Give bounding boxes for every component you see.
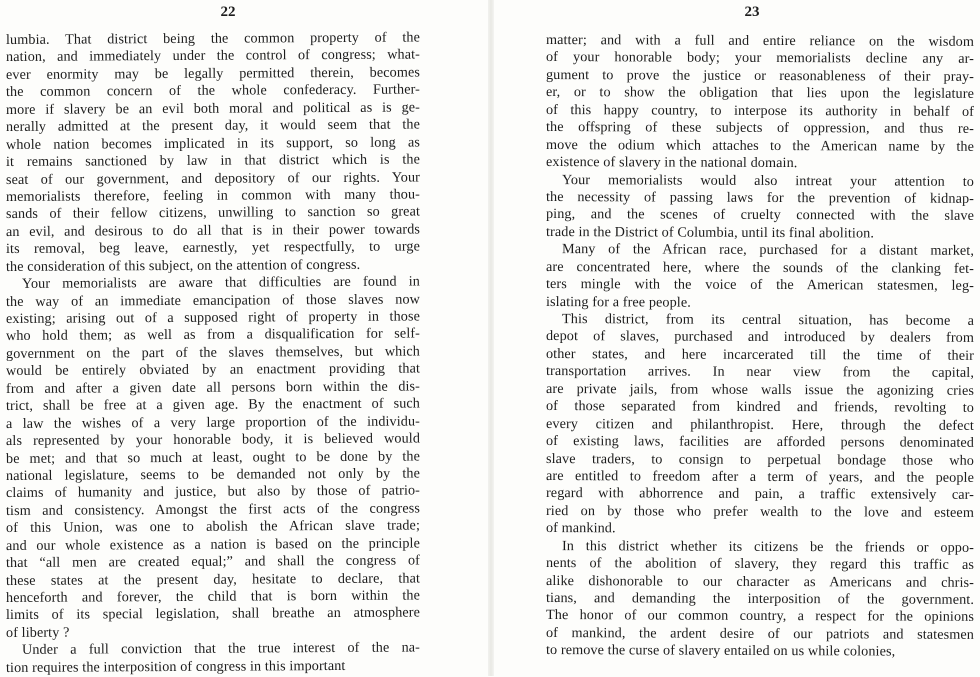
page-number: 22 xyxy=(220,4,236,20)
left-page xyxy=(0,0,490,676)
text-line: Many of the African race, purchased for a distant market, xyxy=(561,241,975,260)
text-line: its removal, beg leave, earnestly, yet respectfully, to urge xyxy=(5,238,421,258)
text-line: move the odium which attaches to the American name by the xyxy=(545,136,975,155)
text-line: of liberty ? xyxy=(5,624,70,641)
text-line: trade in the District of Columbia, until its final abolition. xyxy=(545,223,875,242)
text-line: alike dishonorable to our character as Americans and chris- xyxy=(545,572,975,591)
text-line: trict, shall be free at a given age. By the enactment of such xyxy=(5,395,421,415)
text-line: the consideration of this subject, on the attention of congress. xyxy=(5,256,361,275)
text-line: are private jails, from whose walls issue the agonizing cries xyxy=(545,380,975,399)
text-line: more if slavery be an evil both moral and political as is ge- xyxy=(5,99,421,118)
text-line: who hold them; as well as from a disqualification for self- xyxy=(5,325,421,345)
text-line: memorialists therefore, feeling in common with many thou- xyxy=(5,186,421,205)
text-line: seat of our government, and depository of our rights. Your xyxy=(5,168,421,188)
text-line: gument to prove the justice or reasonableness of their pray- xyxy=(545,66,975,85)
text-line: The honor of our common country, a respect for the opinions xyxy=(545,607,975,626)
text-line: tism and consistency. Amongst the first acts of the congress xyxy=(5,500,421,519)
text-line: of your honorable body; your memorialists decline any ar- xyxy=(545,49,975,68)
text-line: whole nation becomes implicated in its support, so long as xyxy=(5,134,421,153)
page-body xyxy=(546,32,974,660)
text-line: it remains sanctioned by law in that district which is the xyxy=(5,151,421,171)
text-line: of mankind. xyxy=(545,520,616,537)
text-line: nents of the abolition of slavery, they regard this traffic as xyxy=(545,555,975,573)
text-line: sands of their fellow citizens, unwilling to sanction so great xyxy=(5,203,421,223)
text-line: existence of slavery in the national domain. xyxy=(545,154,798,172)
text-line: government on the part of the slaves themselves, but which xyxy=(5,343,421,362)
text-line: ried on by those who prefer wealth to the love and esteem xyxy=(545,502,975,521)
text-line: regard with abhorrence and pain, a traffic extensively car- xyxy=(545,485,975,504)
text-line: would be entirely obviated by an enactment providing that xyxy=(5,360,421,380)
text-line: of this Union, was one to abolish the African slave trade; xyxy=(5,517,421,537)
text-line: islating for a free people. xyxy=(545,293,691,311)
text-line: claims of humanity and justice, but also by those of patrio- xyxy=(5,482,421,502)
text-line: tians, and demanding the interposition of the government. xyxy=(545,590,975,608)
text-line: an evil, and desirous to do all that is in their power towards xyxy=(5,221,421,240)
text-line: existing; arising out of a supposed right of property in those xyxy=(5,308,421,327)
text-line: of mankind, the ardent desire of our patriots and statesmen xyxy=(545,624,975,643)
text-line: that “all men are created equal;” and shall the congress of xyxy=(5,552,421,572)
paragraph xyxy=(546,32,974,172)
text-line: of those separated from kindred and friends, revolting to xyxy=(545,398,975,417)
text-line: national legislature, seems to be demanded not only by the xyxy=(5,465,421,484)
text-line: depot of slaves, purchased and introduced by dealers from xyxy=(545,328,975,347)
text-line: nation, and immediately under the control of congress; what- xyxy=(5,46,421,66)
text-line: the necessity of passing laws for the prevention of kidnap- xyxy=(545,188,975,207)
page-number: 23 xyxy=(744,4,760,20)
text-line: In this district whether its citizens be the friends or oppo- xyxy=(561,537,975,556)
text-line: This district, from its central situation, has become a xyxy=(561,311,975,329)
text-line: ever enormity may be legally permitted therein, becomes xyxy=(5,64,421,83)
text-line: the common concern of the whole confederacy. Further- xyxy=(5,81,421,101)
text-line: ping, and the scenes of cruelty connected with the slave xyxy=(545,206,975,225)
text-line: these states at the present day, hesitate to declare, that xyxy=(5,570,421,589)
text-line: every citizen and philanthropist. Here, through the defect xyxy=(545,415,975,434)
text-line: Under a full conviction that the true interest of the na- xyxy=(21,639,421,659)
text-line: transportation arrives. In near view from the capital, xyxy=(545,363,975,382)
page-body xyxy=(5,29,421,677)
text-line: of this happy country, to interpose its authority in behalf of xyxy=(545,101,975,120)
text-line: henceforth and forever, the child that is born within the xyxy=(5,587,421,606)
text-line: matter; and with a full and entire reliance on the wisdom xyxy=(545,32,975,50)
text-line: are entitled to freedom after a term of years, and the people xyxy=(545,467,975,486)
text-line: nerally admitted at the present day, it would seem that the xyxy=(5,116,421,136)
text-line: als represented by your honorable body, it is believed would xyxy=(5,430,421,450)
text-line: ters mingle with the voice of the American statesmen, leg- xyxy=(545,276,975,294)
paragraph xyxy=(5,639,421,677)
text-line: limits of its special legislation, shall breathe an atmosphere xyxy=(5,604,421,624)
paragraph xyxy=(546,241,974,311)
text-line: er, or to show the obligation that lies upon the legislature xyxy=(545,84,975,103)
paragraph xyxy=(546,172,974,242)
paragraph xyxy=(5,273,421,642)
text-line: the offspring of these subjects of oppression, and thus re- xyxy=(545,119,975,138)
text-line: tion requires the interposition of congress in this important xyxy=(5,657,346,676)
text-line: of existing laws, facilities are afforded persons denominated xyxy=(545,433,975,451)
text-line: Your memorialists would also intreat your attention to xyxy=(561,171,975,190)
text-line: a law the wishes of a very large proportion of the individu- xyxy=(5,413,421,432)
text-line: and our whole existence as a nation is based on the principle xyxy=(5,535,421,554)
text-line: lumbia. That district being the common property of the xyxy=(5,29,421,48)
text-line: from and after a given date all persons born within the dis- xyxy=(5,378,421,397)
paragraph xyxy=(546,538,974,660)
text-line: are concentrated here, where the sounds of the clanking fet- xyxy=(545,258,975,277)
text-line: slave traders, to consign to perpetual bondage those who xyxy=(545,450,975,469)
right-page xyxy=(490,0,980,676)
paragraph xyxy=(5,29,421,276)
text-line: other states, and here incarcerated till the time of their xyxy=(545,345,975,364)
text-line: be met; and that so much at least, ought to be done by the xyxy=(5,447,421,467)
paragraph xyxy=(546,311,974,538)
text-line: the way of an immediate emancipation of those slaves now xyxy=(5,291,421,310)
text-line: to remove the curse of slavery entailed on us while colonies, xyxy=(545,642,896,660)
text-line: Your memorialists are aware that difficulties are found in xyxy=(21,273,421,293)
